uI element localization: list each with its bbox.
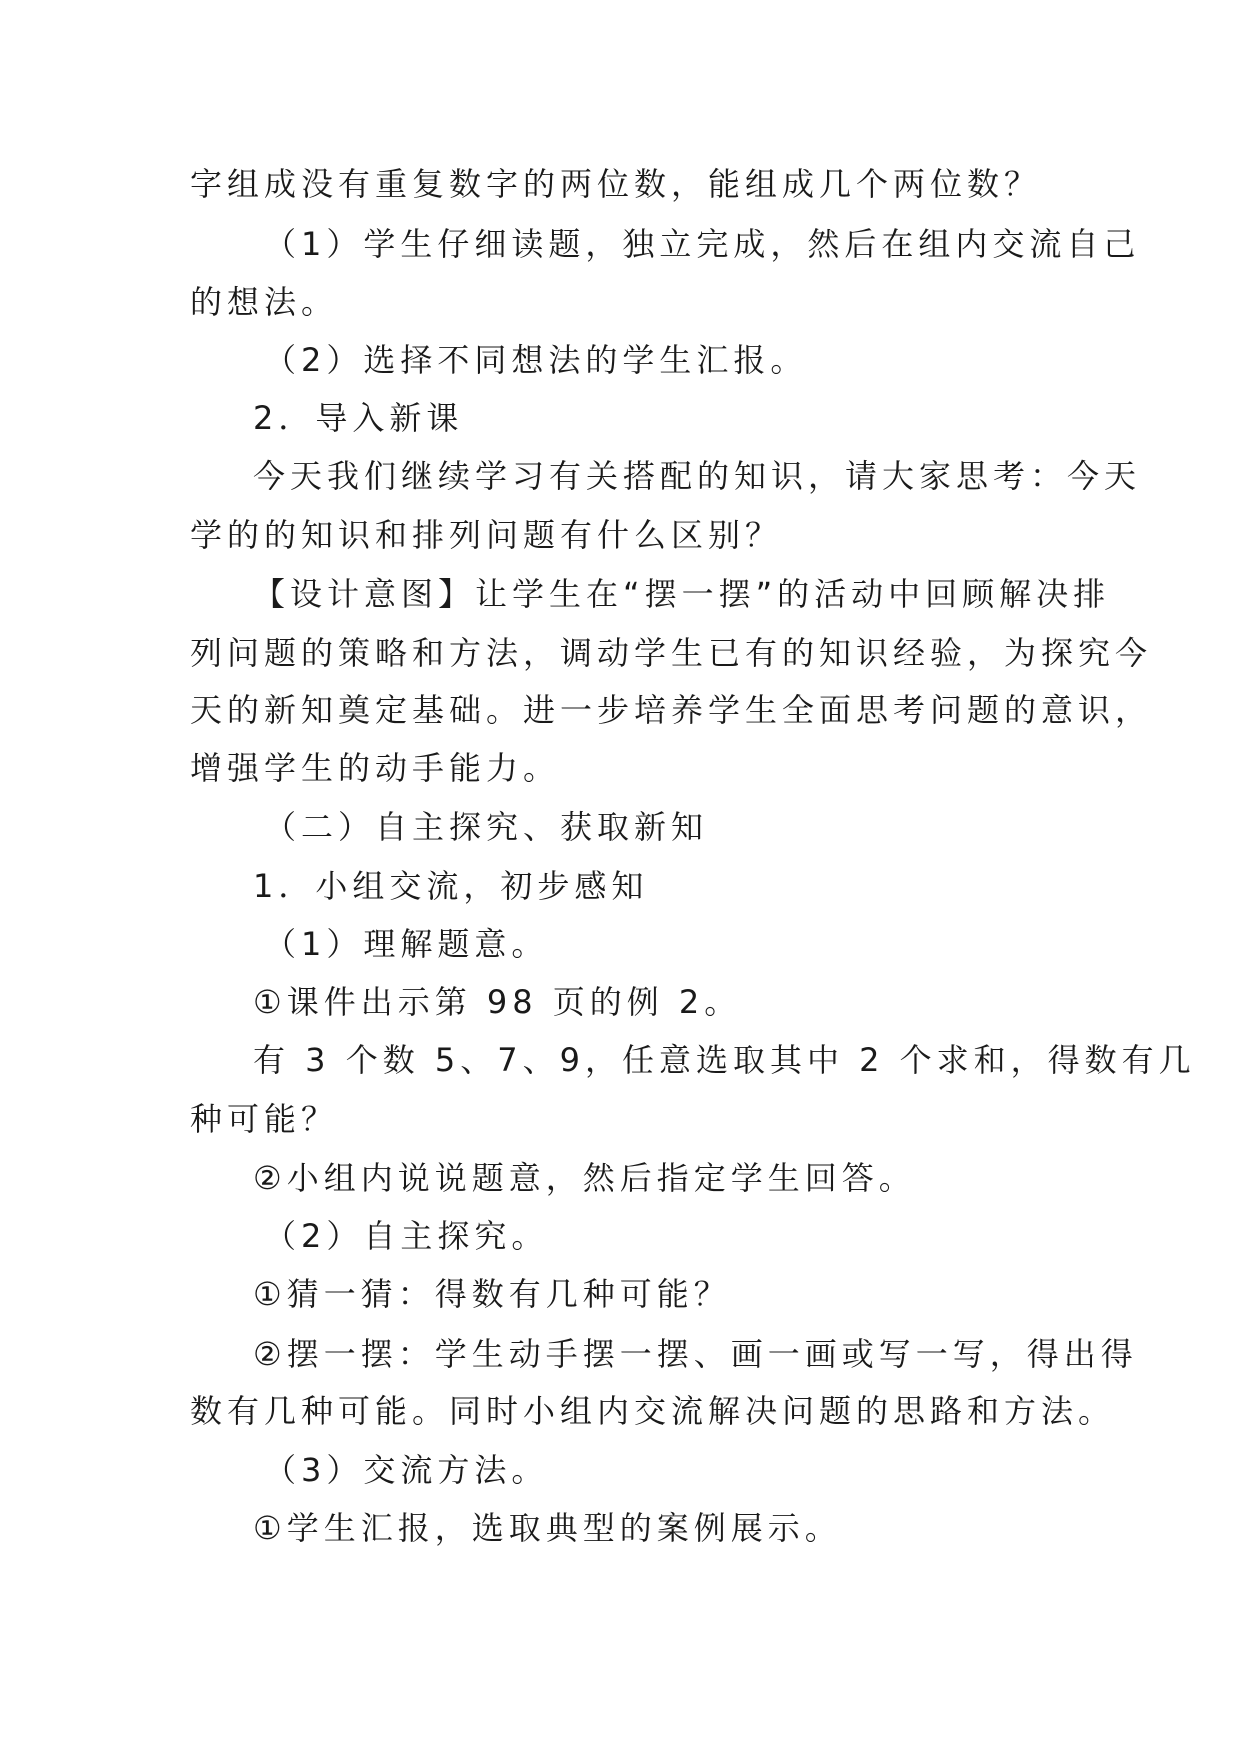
text-line: 种可能？ [190, 1100, 339, 1138]
text-line: （2）选择不同想法的学生汇报。 [264, 341, 808, 379]
text-line: ①学生汇报，选取典型的案例展示。 [253, 1509, 842, 1547]
text-line: ①猜一猜：得数有几种可能？ [253, 1275, 731, 1313]
text-line: 的想法。 [190, 283, 339, 321]
text-line: 数有几种可能。同时小组内交流解决问题的思路和方法。 [190, 1392, 1116, 1430]
text-line: （1）学生仔细读题，独立完成，然后在组内交流自己 [264, 225, 1141, 263]
text-line: 学的的知识和排列问题有什么区别？ [190, 516, 783, 554]
text-line: （3）交流方法。 [264, 1451, 549, 1489]
text-line: 增强学生的动手能力。 [190, 749, 561, 787]
text-line: ①课件出示第 98 页的例 2。 [253, 983, 742, 1021]
section-heading: （二）自主探究、获取新知 [264, 808, 709, 846]
section-heading: 2．导入新课 [253, 399, 464, 437]
text-line: （2）自主探究。 [264, 1217, 549, 1255]
section-heading: 1．小组交流，初步感知 [253, 867, 649, 905]
text-line: 今天我们继续学习有关搭配的知识，请大家思考：今天 [253, 457, 1142, 495]
text-line: ②摆一摆：学生动手摆一摆、画一画或写一写，得出得 [253, 1335, 1138, 1373]
text-line: 有 3 个数 5、7、9，任意选取其中 2 个求和，得数有几 [253, 1041, 1196, 1079]
text-line: 字组成没有重复数字的两位数，能组成几个两位数？ [190, 165, 1042, 203]
text-line: 【设计意图】让学生在“摆一摆”的活动中回顾解决排 [253, 575, 1111, 613]
text-line: （1）理解题意。 [264, 925, 549, 963]
text-line: 列问题的策略和方法，调动学生已有的知识经验，为探究今 [190, 634, 1153, 672]
text-line: ②小组内说说题意，然后指定学生回答。 [253, 1159, 916, 1197]
text-line: 天的新知奠定基础。进一步培养学生全面思考问题的意识， [190, 691, 1153, 729]
